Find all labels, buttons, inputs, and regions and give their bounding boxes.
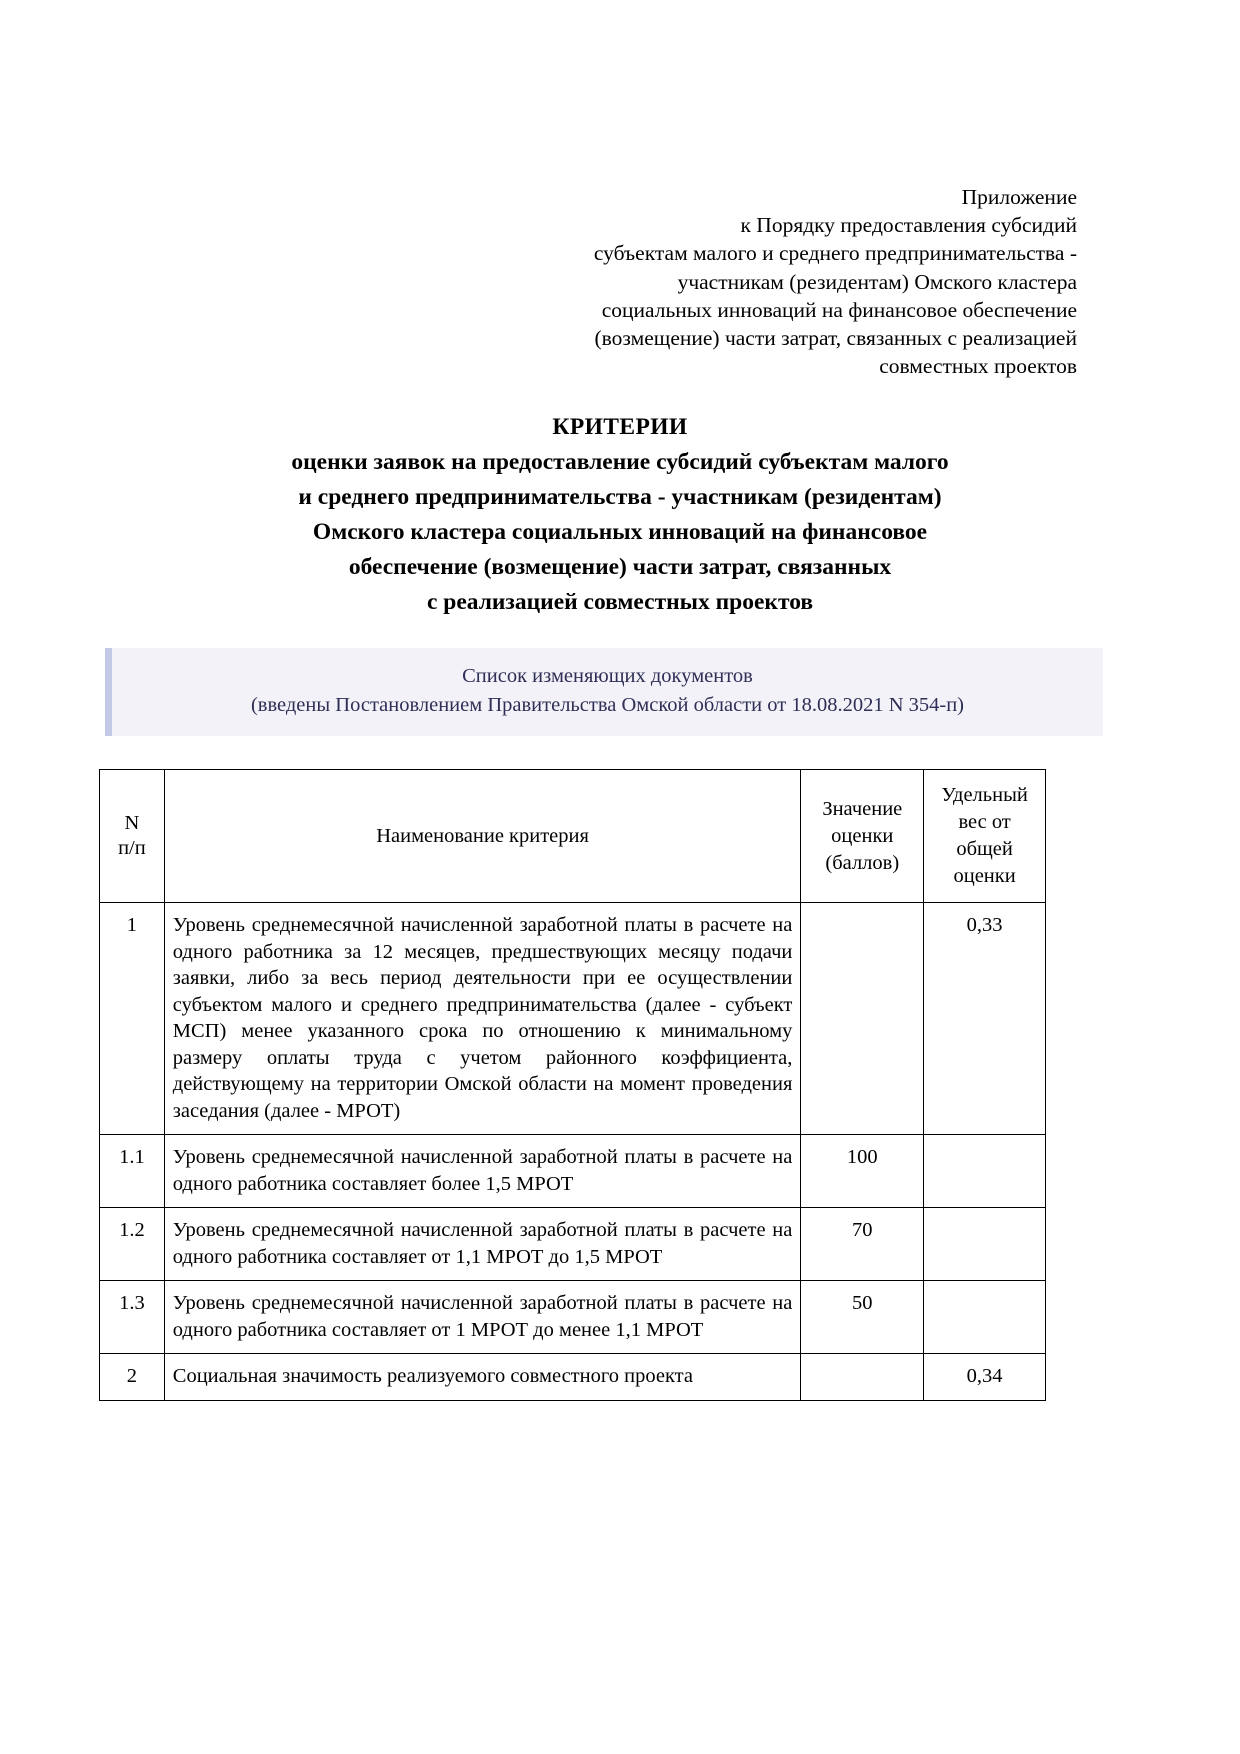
column-header-number — [100, 770, 165, 903]
table-header-row — [100, 770, 1046, 903]
appendix-line-7: совместных проектов — [879, 354, 1077, 379]
row-score-value: 100 — [801, 1135, 924, 1208]
row-score-value: 70 — [801, 1208, 924, 1281]
column-header-weight-line3: общей — [956, 838, 1013, 861]
page-title — [0, 410, 1240, 620]
row-weight-value — [924, 1208, 1046, 1281]
row-number: 2 — [100, 1354, 165, 1401]
row-criterion-name: Уровень среднемесячной начисленной заработной платы в расчете на одного работника составляет более 1,5 МРОТ — [164, 1135, 801, 1208]
column-header-weight-line1: Удельный — [941, 784, 1028, 807]
row-weight-value — [924, 1135, 1046, 1208]
row-number: 1.2 — [100, 1208, 165, 1281]
appendix-reference-block — [0, 183, 1077, 380]
appendix-line-6: (возмещение) части затрат, связанных с реализацией — [594, 326, 1077, 351]
amending-note-title: Список изменяющих документов — [462, 665, 753, 688]
row-weight-value — [924, 1281, 1046, 1354]
column-header-number-line2: п/п — [118, 837, 146, 860]
appendix-line-5: социальных инноваций на финансовое обеспечение — [601, 297, 1077, 322]
title-line-2: и среднего предпринимательства - участникам (резидентам) — [298, 484, 942, 511]
column-header-number-line1: N — [124, 812, 140, 835]
table-row — [100, 1135, 1046, 1208]
appendix-line-4: участникам (резидентам) Омского кластера — [677, 269, 1077, 294]
criteria-table — [99, 769, 1046, 1401]
row-criterion-name: Уровень среднемесячной начисленной заработной платы в расчете на одного работника составляет от 1,1 МРОТ до 1,5 МРОТ — [164, 1208, 801, 1281]
row-number: 1.3 — [100, 1281, 165, 1354]
row-score-value — [801, 903, 924, 1135]
row-score-value: 50 — [801, 1281, 924, 1354]
row-criterion-name: Социальная значимость реализуемого совместного проекта — [164, 1354, 801, 1401]
column-header-weight — [924, 770, 1046, 903]
row-number: 1.1 — [100, 1135, 165, 1208]
title-line-1: оценки заявок на предоставление субсидий субъектам малого — [291, 449, 949, 476]
column-header-score-line2: оценки — [831, 824, 894, 847]
row-criterion-name: Уровень среднемесячной начисленной заработной платы в расчете на одного работника составляет от 1 МРОТ до менее 1,1 МРОТ — [164, 1281, 801, 1354]
table-row — [100, 1281, 1046, 1354]
column-header-weight-line4: оценки — [953, 865, 1016, 888]
table-row — [100, 1208, 1046, 1281]
row-weight-value: 0,34 — [924, 1354, 1046, 1401]
title-line-3: Омского кластера социальных инноваций на финансовое — [312, 519, 928, 546]
table-row — [100, 1354, 1046, 1401]
column-header-score-line1: Значение — [822, 797, 903, 820]
column-header-score — [801, 770, 924, 903]
title-line-4: обеспечение (возмещение) части затрат, связанных — [348, 554, 892, 581]
appendix-line-1: Приложение — [961, 185, 1077, 209]
amending-documents-note — [105, 648, 1103, 736]
appendix-line-3: субъектам малого и среднего предпринимательства - — [593, 241, 1077, 266]
row-score-value — [801, 1354, 924, 1401]
table-row — [100, 903, 1046, 1135]
title-line-5: с реализацией совместных проектов — [426, 589, 814, 616]
row-criterion-name: Уровень среднемесячной начисленной заработной платы в расчете на одного работника за 12 месяцев, предшествующих месяцу подачи заявки, либо за весь период деятельности при ее осуществлении субъектом малого и среднего предпринимательства (далее - субъект МСП) менее указанного срока по отношению к минимальному размеру оплаты труда с учетом районного коэффициента, действующему на территории Омской области на момент проведения заседания (далее - МРОТ) — [164, 903, 801, 1135]
row-number: 1 — [100, 903, 165, 1135]
amending-note-reference: (введены Постановлением Правительства Омской области от 18.08.2021 N 354-п) — [250, 694, 965, 717]
column-header-criterion-name: Наименование критерия — [164, 770, 801, 903]
column-header-weight-line2: вес от — [958, 811, 1011, 834]
appendix-line-2: к Порядку предоставления субсидий — [740, 213, 1077, 238]
column-header-score-line3: (баллов) — [825, 851, 900, 874]
row-weight-value: 0,33 — [924, 903, 1046, 1135]
title-heading: КРИТЕРИИ — [552, 414, 688, 441]
